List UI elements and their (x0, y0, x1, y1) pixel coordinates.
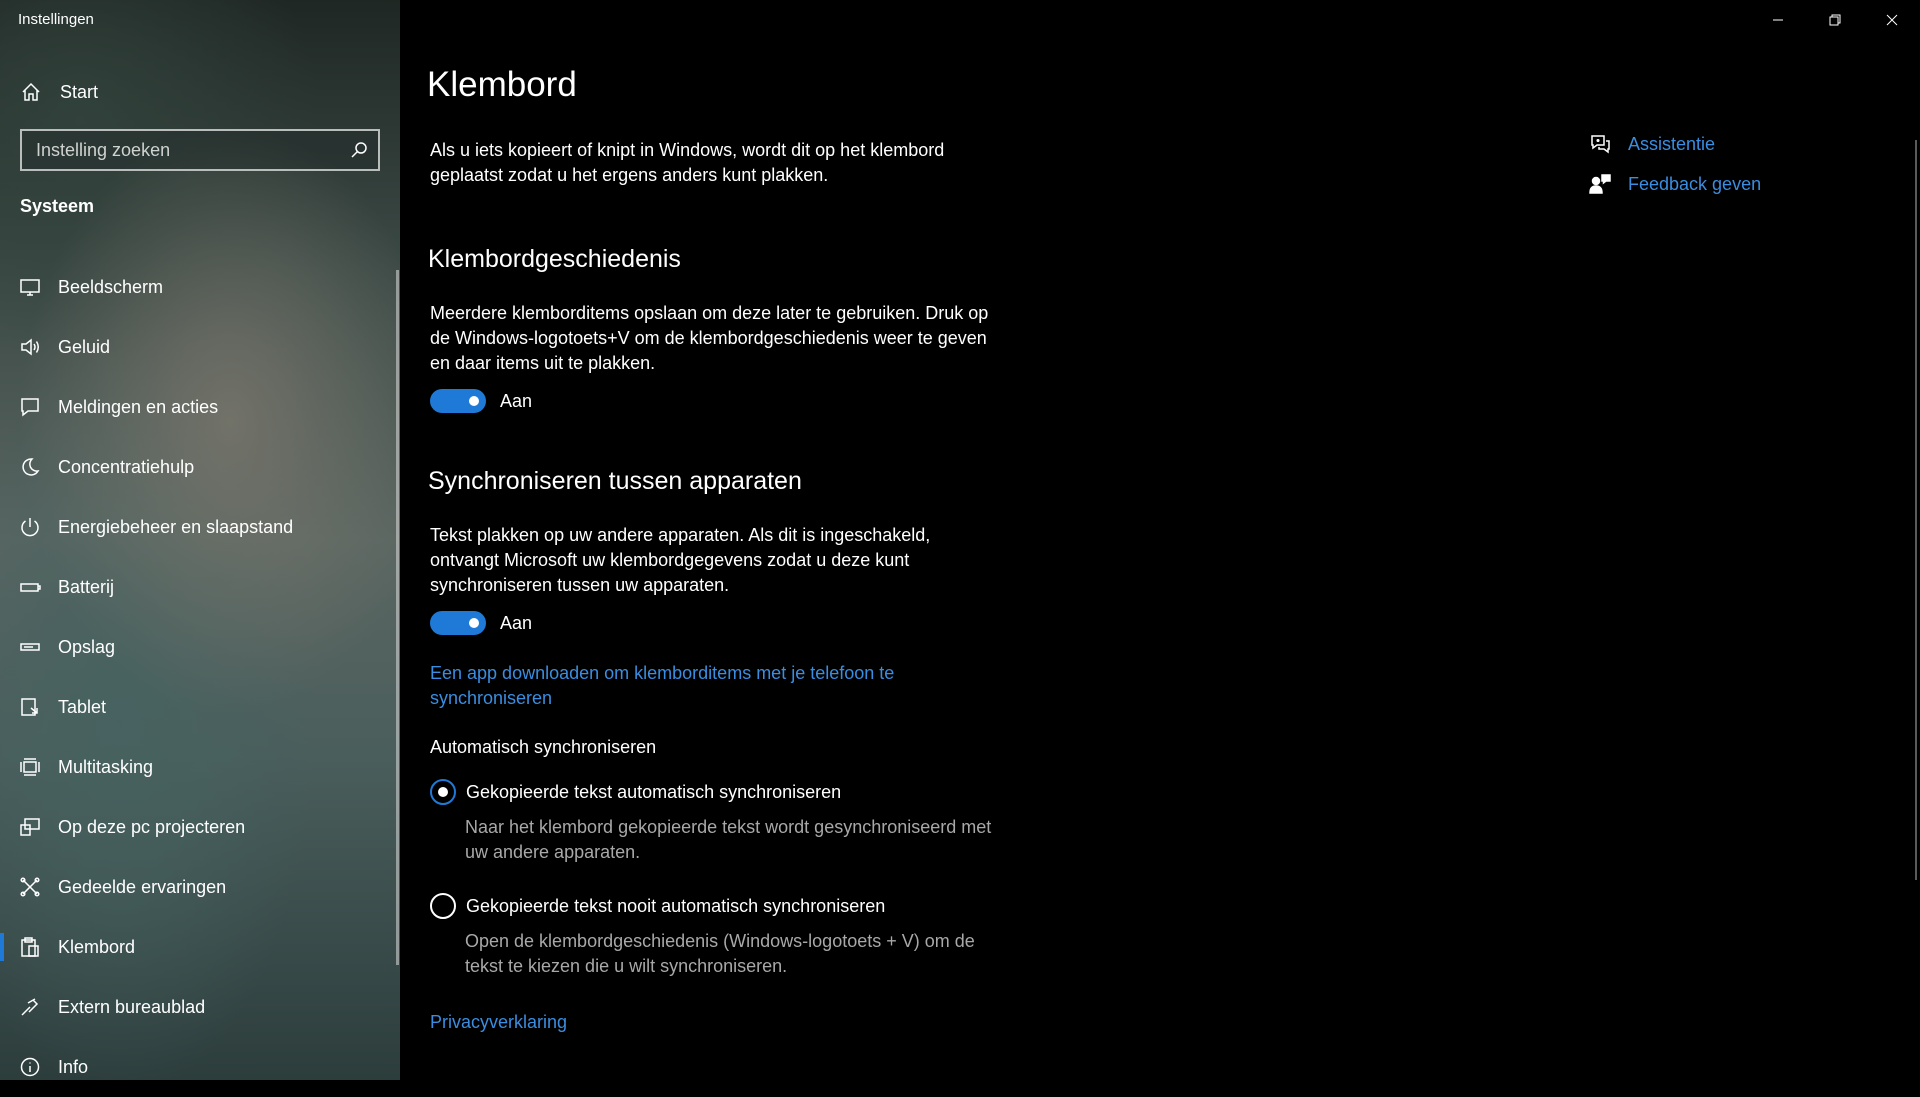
moon-icon (19, 456, 41, 478)
sidebar-item-label: Meldingen en acties (58, 396, 219, 417)
search-icon[interactable] (350, 141, 368, 159)
nav-start[interactable] (0, 72, 400, 112)
sidebar-item-projecteren[interactable] (0, 797, 396, 857)
radio-never-sync-button[interactable] (430, 893, 456, 919)
sidebar-item-meldingen[interactable] (0, 377, 396, 437)
history-toggle[interactable] (430, 389, 532, 413)
battery-icon (19, 576, 41, 598)
sidebar (0, 0, 400, 1080)
history-toggle-label: Aan (500, 390, 533, 411)
sync-toggle-switch[interactable] (430, 611, 486, 635)
feedback-label: Feedback geven (1628, 173, 1762, 194)
sync-toggle[interactable] (430, 611, 532, 635)
sidebar-item-concentratiehulp[interactable] (0, 437, 396, 497)
sidebar-scrollbar[interactable] (396, 270, 399, 965)
download-app-link[interactable]: Een app downloaden om klemborditems met je telefoon te synchroniseren (430, 663, 895, 708)
info-icon (19, 1056, 41, 1078)
sidebar-item-label: Klembord (58, 936, 136, 957)
sync-toggle-label: Aan (500, 612, 533, 633)
tablet-icon (19, 696, 41, 718)
sidebar-item-energiebeheer[interactable] (0, 497, 396, 557)
search-input[interactable] (22, 131, 332, 169)
nav-list (0, 257, 396, 1097)
sidebar-item-label: Beeldscherm (58, 276, 164, 297)
feedback-icon (1588, 172, 1612, 196)
radio-never-sync[interactable] (430, 893, 885, 919)
monitor-icon (19, 276, 41, 298)
sidebar-item-geluid[interactable] (0, 317, 396, 377)
sidebar-item-opslag[interactable] (0, 617, 396, 677)
privacy-link[interactable]: Privacyverklaring (430, 1012, 568, 1032)
speaker-icon (19, 336, 41, 358)
page-title: Klembord (427, 65, 577, 104)
radio-dot (438, 787, 448, 797)
remote-desktop-icon (19, 996, 41, 1018)
main-scrollbar[interactable] (1915, 140, 1917, 880)
sidebar-item-label: Op deze pc projecteren (58, 816, 246, 837)
search-box (20, 129, 380, 171)
auto-sync-heading: Automatisch synchroniseren (430, 737, 657, 757)
history-heading: Klembordgeschiedenis (428, 245, 681, 273)
sync-description: Tekst plakken op uw andere apparaten. Als dit is ingeschakeld, ontvangt Microsoft uw klembordgegevens zodat u deze kunt synchroniseren tussen uw apparaten. (430, 525, 931, 595)
sync-heading: Synchroniseren tussen apparaten (428, 467, 802, 495)
storage-icon (19, 636, 41, 658)
app-title: Instellingen (18, 11, 94, 28)
sidebar-item-gedeelde-ervaringen[interactable] (0, 857, 396, 917)
intro-text: Als u iets kopieert of knipt in Windows, wordt dit op het klembord geplaatst zodat u het ergens anders kunt plakken. (430, 140, 945, 185)
sidebar-item-batterij[interactable] (0, 557, 396, 617)
shared-experiences-icon (19, 876, 41, 898)
radio-auto-sync-label: Gekopieerde tekst automatisch synchroniseren (466, 782, 842, 802)
assist-icon (1588, 132, 1612, 156)
notification-icon (19, 396, 41, 418)
sidebar-item-label: Concentratiehulp (58, 456, 195, 477)
sidebar-item-label: Info (58, 1056, 89, 1077)
sidebar-item-label: Energiebeheer en slaapstand (58, 516, 294, 537)
power-icon (19, 516, 41, 538)
sidebar-item-label: Gedeelde ervaringen (58, 876, 227, 897)
sidebar-item-info[interactable] (0, 1037, 396, 1097)
multitasking-icon (19, 756, 41, 778)
history-description: Meerdere klemborditems opslaan om deze later te gebruiken. Druk op de Windows-logotoets+V om de klembordgeschiedenis weer te geven en daar items uit te plakken. (430, 303, 989, 373)
feedback-link[interactable] (1588, 164, 1761, 204)
assist-label: Assistentie (1628, 133, 1716, 154)
section-title: Systeem (20, 196, 95, 216)
sidebar-item-beeldscherm[interactable] (0, 257, 396, 317)
home-icon (20, 81, 42, 103)
toggle-knob (469, 396, 479, 406)
radio-auto-sync-button[interactable] (430, 779, 456, 805)
toggle-knob (469, 618, 479, 628)
radio-auto-sync-description: Naar het klembord gekopieerde tekst wordt gesynchroniseerd met uw andere apparaten. (465, 817, 992, 862)
radio-never-sync-description: Open de klembordgeschiedenis (Windows-logotoets + V) om de tekst te kiezen die u wilt synchroniseren. (465, 931, 975, 976)
sidebar-item-multitasking[interactable] (0, 737, 396, 797)
sidebar-item-label: Tablet (58, 696, 107, 717)
project-icon (19, 816, 41, 838)
radio-auto-sync[interactable] (430, 779, 841, 805)
sidebar-item-label: Extern bureaublad (58, 996, 206, 1017)
sidebar-item-label: Opslag (58, 636, 116, 657)
help-links (1588, 124, 1761, 204)
sidebar-item-tablet[interactable] (0, 677, 396, 737)
clipboard-icon (19, 936, 41, 958)
radio-never-sync-label: Gekopieerde tekst nooit automatisch synchroniseren (466, 896, 886, 916)
sidebar-item-label: Batterij (58, 576, 115, 597)
nav-start-label: Start (60, 81, 99, 102)
sidebar-item-extern-bureaublad[interactable] (0, 977, 396, 1037)
main-content (400, 0, 1920, 1080)
assist-link[interactable] (1588, 124, 1761, 164)
sidebar-item-label: Multitasking (58, 756, 154, 777)
sidebar-item-klembord[interactable] (0, 917, 396, 977)
sidebar-item-label: Geluid (58, 336, 111, 357)
history-toggle-switch[interactable] (430, 389, 486, 413)
